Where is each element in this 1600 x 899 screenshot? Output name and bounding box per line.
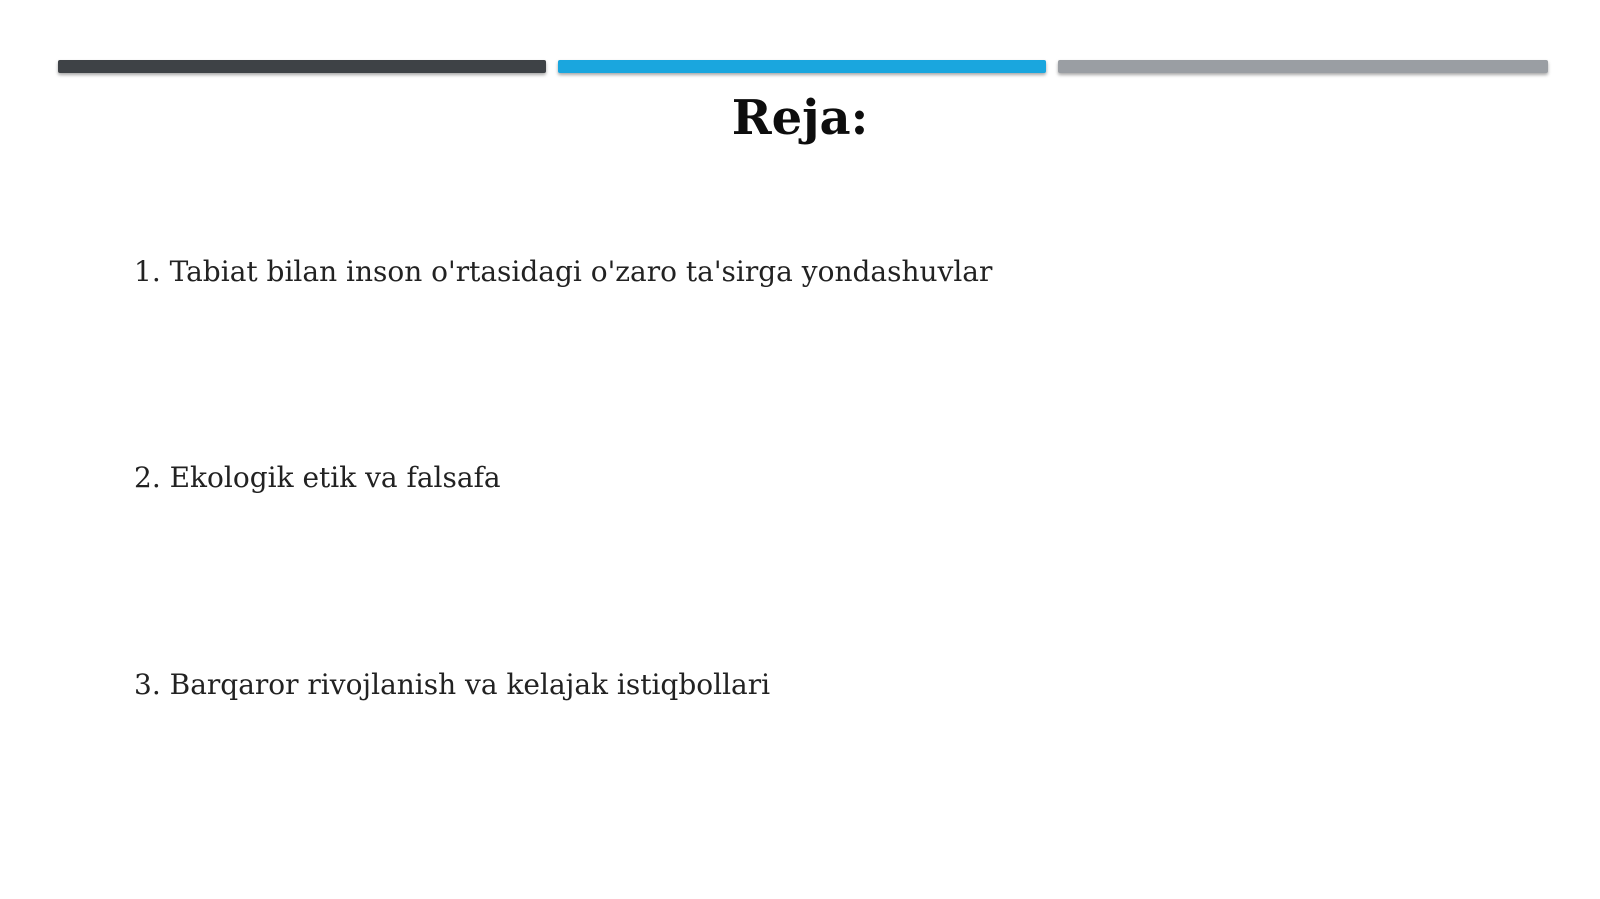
accent-bar-gray bbox=[1058, 60, 1548, 73]
plan-item-2: 2. Ekologik etik va falsafa bbox=[134, 461, 501, 494]
slide-title: Reja: bbox=[731, 90, 869, 146]
plan-item-1: 1. Tabiat bilan inson o'rtasidagi o'zaro ta'sirga yondashuvlar bbox=[134, 255, 993, 288]
plan-item-3: 3. Barqaror rivojlanish va kelajak istiqbollari bbox=[134, 668, 771, 701]
accent-bar-dark bbox=[58, 60, 546, 73]
accent-bar-blue bbox=[558, 60, 1046, 73]
accent-bars bbox=[58, 60, 1548, 73]
